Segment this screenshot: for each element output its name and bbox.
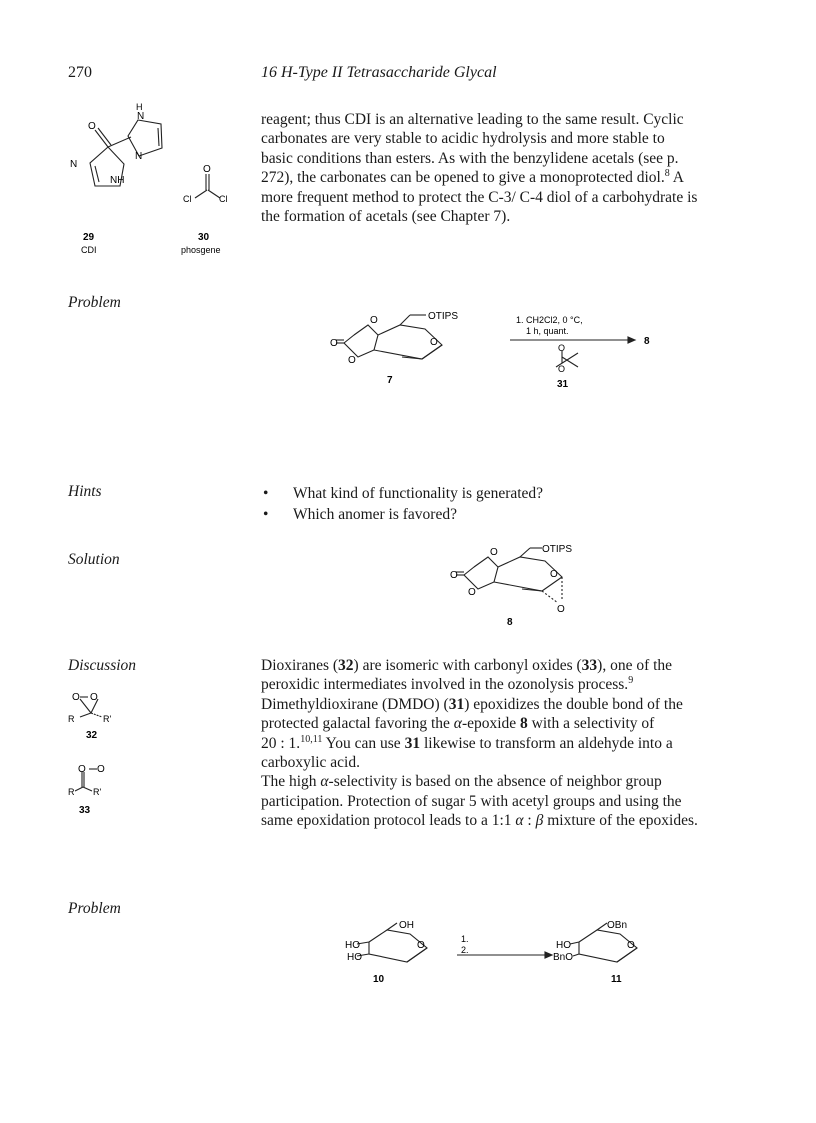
sol-label-o1: O [450,570,458,581]
label-otips: OTIPS [428,311,459,322]
label-o1: O [330,338,338,349]
intro-line-5: more frequent method to protect the C-3/ C-4 diol of a carbohydrate is [261,188,698,206]
reagent-number: 31 [557,379,569,390]
phosgene-name: phosgene [181,245,221,255]
intro-line-4 [261,168,749,187]
intro-line-6: the formation of acetals (see Chapter 7). [261,208,511,226]
condition-2: 1 h, quant. [526,326,569,336]
discussion-paragraph [261,656,749,831]
intro-paragraph [261,110,749,226]
carbonyl-oxide-number: 33 [79,805,91,816]
sol-label-otips: OTIPS [542,545,573,555]
problem-scheme [330,305,650,400]
dioxirane-o2: O [90,692,98,703]
phosgene-atom-cl2: Cl [219,194,228,204]
reactant-number: 7 [387,375,393,386]
running-head: 16 H-Type II Tetrasaccharide Glycal [261,64,497,81]
discussion-line-8: participation. Protection of sugar 5 with acetyl groups and using the [261,792,682,810]
p2-label-ho1: HO [345,940,360,951]
p2-label-o: O [417,940,425,951]
discussion-line-7: The high α-selectivity is based on the absence of neighbor group [261,773,662,791]
intro-line-4-text: 272), the carbonates can be opened to give a monoprotected diol. [261,169,665,187]
cdi-name: CDI [81,245,97,255]
carbonyl-oxide-r-prime: R' [93,787,102,797]
cdi-number: 29 [83,232,95,243]
discussion-line-2: peroxidic intermediates involved in the ozonolysis process.$^9$ [261,675,634,694]
discussion-line-5: 20 : 1.$^{10,11}$ You can use 31 likewise to transform an aldehyde into a [261,733,673,752]
intro-line-3: basic conditions than esters. As with the benzylidene acetals (see p. [261,149,679,167]
hints-list [261,483,543,525]
carbonate-ring [344,325,378,357]
label-o2: O [370,315,378,326]
cdi-atom-n3: N [70,159,78,170]
dioxirane-r-prime: R' [103,714,112,724]
carbonyl-oxide-o1: O [78,764,86,775]
p2-label-oh: OH [399,920,414,931]
sol-label-o3: O [468,587,476,598]
ref-8: 8 [664,168,670,180]
intro-line-4-end: A [669,169,684,187]
sol-label-o2: O [490,547,498,558]
solution-scheme [450,545,580,630]
p2-step2: 2. [461,945,469,955]
cdi-atom-h: H [136,102,143,112]
discussion-line-1: Dioxiranes (32) are isomeric with carbonyl oxides (33), one of the [261,657,673,674]
dioxirane-o1: O [72,692,80,703]
p2-product-label-ho: HO [556,940,571,951]
hint-2: • Which anomer is favored? [261,504,543,525]
problem2-scheme [345,920,665,995]
cdi-atom-o: O [88,121,96,132]
cdi-atom-n1: N [137,111,145,122]
phosgene-atom-o: O [203,164,211,175]
p2-product-number: 11 [611,974,622,985]
discussion-line-9: same epoxidation protocol leads to a 1:1 α : β mixture of the epoxides. [261,812,698,830]
problem2-label: Problem [68,900,121,917]
solution-product-number: 8 [507,617,513,628]
phosgene-number: 30 [198,232,210,243]
hints-label: Hints [68,483,102,500]
intro-line-1: reagent; thus CDI is an alternative leading to the same result. Cyclic [261,111,684,128]
p2-product-label-o: O [627,940,635,951]
dmdo-o1: O [558,343,566,353]
carbonyl-oxide-r: R [68,787,75,797]
label-o4: O [430,337,438,348]
dioxirane-number: 32 [86,730,98,741]
sol-label-o4: O [550,569,558,580]
phosgene-atom-cl1: Cl [183,194,192,204]
problem-label: Problem [68,294,121,311]
solution-label: Solution [68,551,120,568]
cdi-upper-ring [128,120,162,156]
label-o3: O [348,355,356,366]
dmdo-o2: O [558,364,566,374]
cdi-atom-n2: N [135,151,143,162]
product-number-ref: 8 [644,336,650,347]
condition-1: 1. CH2Cl2, 0 °C, [516,315,583,325]
dioxirane-carbonyl-oxide-structures [68,685,148,825]
cdi-phosgene-structures [60,98,250,258]
p2-product-label-obn: OBn [607,920,628,931]
intro-line-2: carbonates are very stable to acidic hydrolysis and more stable to [261,130,665,148]
p2-product-label-bno: BnO [553,952,574,963]
dioxirane-r: R [68,714,75,724]
discussion-label: Discussion [68,657,137,674]
p2-reactant-number: 10 [373,974,385,985]
cdi-atom-nh: NH [110,175,125,186]
discussion-line-6: carboxylic acid. [261,754,360,772]
discussion-line-4: protected galactal favoring the α-epoxide 8 with a selectivity of [261,715,655,733]
p2-label-ho2: HO [347,952,362,963]
page-number: 270 [68,64,92,81]
p2-step1: 1. [461,934,469,944]
discussion-line-3: Dimethyldioxirane (DMDO) (31) epoxidizes the double bond of the [261,695,683,713]
hint-1: • What kind of functionality is generated? [261,483,543,504]
sol-label-o5: O [557,604,565,615]
carbonyl-oxide-o2: O [97,764,105,775]
